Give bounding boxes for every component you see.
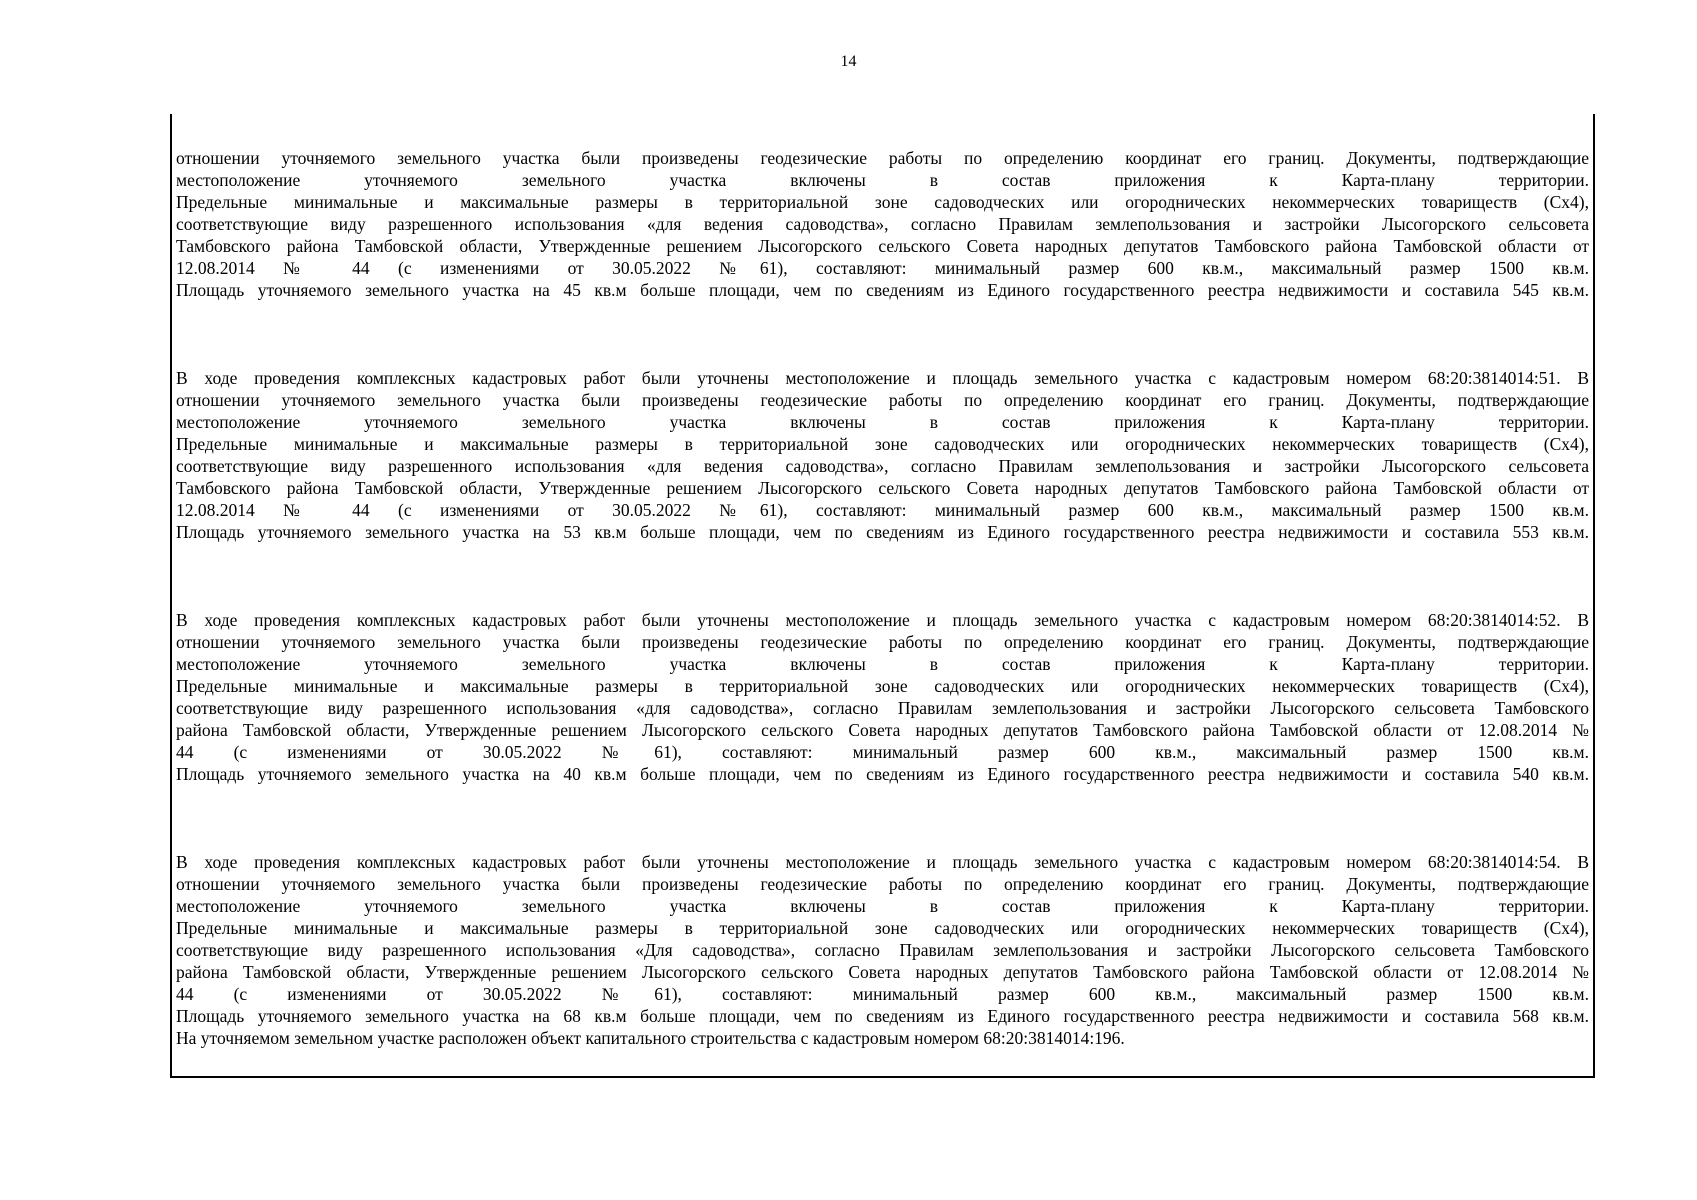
text-line: отношении уточняемого земельного участка были произведены геодезические работы по определению координат его границ. Документы, подтверждающие: [176, 148, 1589, 168]
text-line: В ходе проведения комплексных кадастровых работ были уточнены местоположение и площадь земельного участка с кадастровым номером 68:20:3814014:52. В: [176, 610, 1589, 630]
paragraph-4: [176, 851, 1589, 1049]
text-line: В ходе проведения комплексных кадастровых работ были уточнены местоположение и площадь земельного участка с кадастровым номером 68:20:3814014:54. В: [176, 852, 1589, 872]
text-line: района Тамбовской области, Утвержденные решением Лысогорского сельского Совета народных депутатов Тамбовского района Тамбовской области от 12.08.2014 №: [176, 962, 1589, 982]
document-body: [176, 147, 1589, 1049]
text-line: Тамбовского района Тамбовской области, Утвержденные решением Лысогорского сельского Совета народных депутатов Тамбовского района Тамбовской области от: [176, 236, 1589, 256]
text-line: 44 (с изменениями от 30.05.2022 №61), составляют: минимальный размер 600 кв.м., максимальный размер 1500 кв.м.: [176, 742, 1589, 762]
text-line: Предельные минимальные и максимальные размеры в территориальной зоне садоводческих или огороднических некоммерческих товариществ (Сх4),: [176, 192, 1589, 212]
paragraph-2: [176, 367, 1589, 543]
text-line: района Тамбовской области, Утвержденные решением Лысогорского сельского Совета народных депутатов Тамбовского района Тамбовской области от 12.08.2014 №: [176, 720, 1589, 740]
text-line: Предельные минимальные и максимальные размеры в территориальной зоне садоводческих или огороднических некоммерческих товариществ (Сх4),: [176, 676, 1589, 696]
document-table-frame: [170, 114, 1595, 1078]
paragraph-3: [176, 609, 1589, 785]
text-line: 44 (с изменениями от 30.05.2022 №61), составляют: минимальный размер 600 кв.м., максимальный размер 1500 кв.м.: [176, 984, 1589, 1004]
text-line: Площадь уточняемого земельного участка на 68 кв.м больше площади, чем по сведениям из Единого государственного реестра недвижимости и составила 568 кв.м.: [176, 1006, 1589, 1026]
text-line: Предельные минимальные и максимальные размеры в территориальной зоне садоводческих или огороднических некоммерческих товариществ (Сх4),: [176, 434, 1589, 454]
text-line: отношении уточняемого земельного участка были произведены геодезические работы по определению координат его границ. Документы, подтверждающие: [176, 390, 1589, 410]
text-line: соответствующие виду разрешенного использования «Для садоводства», согласно Правилам землепользования и застройки Лысогорского сельсовета Тамбовского: [176, 940, 1589, 960]
text-line: отношении уточняемого земельного участка были произведены геодезические работы по определению координат его границ. Документы, подтверждающие: [176, 632, 1589, 652]
text-line: 12.08.2014 № 44 (с изменениями от 30.05.2022 №61), составляют: минимальный размер 600 кв.м., максимальный размер 1500 кв.м.: [176, 258, 1589, 278]
text-line: Площадь уточняемого земельного участка на 53 кв.м больше площади, чем по сведениям из Единого государственного реестра недвижимости и составила 553 кв.м.: [176, 522, 1589, 542]
text-line: На уточняемом земельном участке расположен объект капитального строительства с кадастровым номером 68:20:3814014:196.: [176, 1028, 1125, 1048]
text-line: местоположение уточняемого земельного участка включены в состав приложения к Карта-плану территории.: [176, 412, 1589, 432]
text-line: Тамбовского района Тамбовской области, Утвержденные решением Лысогорского сельского Совета народных депутатов Тамбовского района Тамбовской области от: [176, 478, 1589, 498]
text-line: местоположение уточняемого земельного участка включены в состав приложения к Карта-плану территории.: [176, 654, 1589, 674]
text-line: Предельные минимальные и максимальные размеры в территориальной зоне садоводческих или огороднических некоммерческих товариществ (Сх4),: [176, 918, 1589, 938]
text-line: 12.08.2014 № 44 (с изменениями от 30.05.2022 №61), составляют: минимальный размер 600 кв.м., максимальный размер 1500 кв.м.: [176, 500, 1589, 520]
paragraph-1: [176, 147, 1589, 301]
page-number: 14: [840, 53, 857, 70]
text-line: местоположение уточняемого земельного участка включены в состав приложения к Карта-плану территории.: [176, 170, 1589, 190]
text-line: соответствующие виду разрешенного использования «для ведения садоводства», согласно Правилам землепользования и застройки Лысогорского сельсовета: [176, 214, 1589, 234]
text-line: В ходе проведения комплексных кадастровых работ были уточнены местоположение и площадь земельного участка с кадастровым номером 68:20:3814014:51. В: [176, 368, 1589, 388]
text-line: Площадь уточняемого земельного участка на 40 кв.м больше площади, чем по сведениям из Единого государственного реестра недвижимости и составила 540 кв.м.: [176, 764, 1589, 784]
text-line: Площадь уточняемого земельного участка на 45 кв.м больше площади, чем по сведениям из Единого государственного реестра недвижимости и составила 545 кв.м.: [176, 280, 1589, 300]
text-line: местоположение уточняемого земельного участка включены в состав приложения к Карта-плану территории.: [176, 896, 1589, 916]
text-line: соответствующие виду разрешенного использования «для садоводства», согласно Правилам землепользования и застройки Лысогорского сельсовета Тамбовского: [176, 698, 1589, 718]
text-line: отношении уточняемого земельного участка были произведены геодезические работы по определению координат его границ. Документы, подтверждающие: [176, 874, 1589, 894]
text-line: соответствующие виду разрешенного использования «для ведения садоводства», согласно Правилам землепользования и застройки Лысогорского сельсовета: [176, 456, 1589, 476]
